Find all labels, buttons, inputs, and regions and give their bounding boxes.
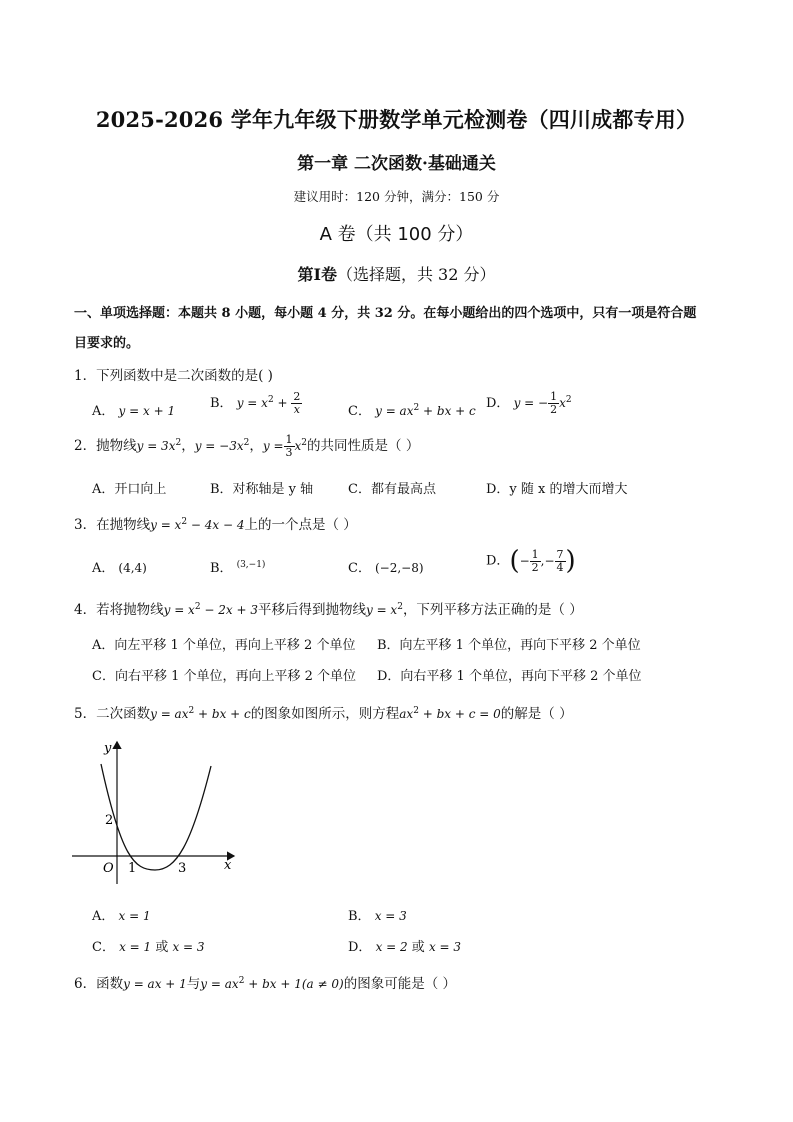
q4-option-b: B．向左平移 1 个单位，再向下平移 2 个单位	[377, 638, 641, 653]
q4-e2a: y = x	[365, 603, 398, 617]
q1-c-sup: 2	[413, 403, 420, 413]
q3-option-c	[348, 557, 424, 576]
q2-e2-sup: 2	[243, 438, 250, 448]
q6-e2a: y = ax	[200, 977, 239, 991]
q2-expr-1	[137, 439, 182, 453]
q3-c-val: (−2,−8)	[374, 561, 424, 575]
q1-a-label: A．	[92, 404, 115, 419]
q1-b-fraction	[291, 391, 302, 416]
q1-d-sup: 2	[565, 395, 572, 405]
q1-d-label: D．	[486, 396, 510, 411]
q4-e2-sup: 2	[397, 602, 403, 612]
q1-option-a	[92, 400, 175, 419]
question-6-stem	[74, 972, 456, 992]
q1-c-pre: y = ax	[375, 404, 414, 418]
q4-stem-mid: 平移后得到抛物线	[257, 602, 366, 618]
q3-b-val: (3,−1)	[236, 560, 266, 570]
q1-b-pre: y = x	[236, 396, 268, 410]
q2-stem-post: 的共同性质是（ ）	[307, 438, 420, 454]
q4-option-a: A．向左平移 1 个单位，再向上平移 2 个单位	[92, 638, 356, 653]
q1-d-pre: y = −	[513, 396, 549, 410]
q5-d-label: D．	[348, 940, 372, 955]
x-tick-3: 3	[178, 861, 187, 876]
q5-c-or: 或	[151, 940, 173, 955]
q2-e1-sup: 2	[175, 438, 182, 448]
q2-expr-2	[195, 439, 250, 453]
q1-c-label: C．	[348, 404, 371, 419]
q1-d-fraction	[548, 391, 559, 416]
q3-d-d2: 4	[556, 560, 564, 574]
q1-b-num: 2	[293, 390, 301, 403]
q3-d-lparen: (	[509, 546, 520, 576]
q3-option-b	[210, 557, 265, 576]
q1-b-label: B．	[210, 396, 233, 411]
q3-a-label: A．	[92, 561, 115, 576]
time-and-score: 建议用时：120 分钟，满分：150 分	[293, 189, 500, 204]
q3-b-label: B．	[210, 561, 233, 576]
q3-a-val: (4,4)	[118, 561, 147, 575]
q5-e2a: ax	[399, 707, 414, 721]
q6-condition: (a ≠ 0)	[301, 977, 344, 991]
q4-e1b: − 2x + 3	[200, 603, 258, 617]
q2-e3-fraction	[284, 434, 295, 459]
q4-stem-post: ，下列平移方法正确的是（ ）	[402, 602, 583, 618]
part-heading-bold: 第Ⅰ卷	[297, 265, 337, 284]
q2-option-d: D．y 随 x 的增大而增大	[486, 482, 628, 497]
q5-option-b	[348, 905, 407, 924]
q2-expr-3	[262, 433, 308, 459]
x-axis-label: x	[224, 858, 232, 873]
q1-b-sup: 2	[267, 395, 274, 405]
q2-option-a: A．开口向上	[92, 482, 167, 497]
q4-option-d: D．向右平移 1 个单位，再向下平移 2 个单位	[377, 669, 642, 684]
q6-e2-sup: 2	[238, 976, 245, 986]
q4-stem-pre: 4．若将抛物线	[74, 602, 164, 618]
q2-e3-pre: y =	[262, 439, 284, 453]
q3-c-label: C．	[348, 561, 371, 576]
q5-e2-sup: 2	[413, 706, 419, 716]
q2-e3-x: x	[294, 439, 302, 453]
x-tick-1: 1	[128, 861, 137, 876]
question-3-stem	[74, 513, 357, 533]
q5-stem-mid: 的图象如图所示，则方程	[250, 706, 400, 722]
q3-d-frac-1	[530, 549, 541, 574]
q5-c-v1: x = 1	[119, 940, 152, 954]
page-title: 2025-2026 学年九年级下册数学单元检测卷（四川成都专用）	[95, 107, 698, 132]
q6-stem-post: 的图象可能是（ ）	[343, 976, 457, 992]
q5-option-d	[348, 936, 461, 955]
q2-stem-pre: 2．抛物线	[74, 438, 137, 454]
volume-heading: A 卷（共 100 分）	[319, 224, 474, 245]
y-axis-label: y	[104, 741, 112, 756]
q1-b-expr	[236, 390, 303, 416]
q5-option-a	[92, 905, 151, 924]
q3-d-n1: 1	[531, 547, 539, 561]
q5-b-label: B．	[348, 909, 371, 924]
q2-e1: y = 3x	[136, 439, 176, 453]
q5-stem-post: 的解是（ ）	[500, 706, 573, 722]
question-1-stem: 1．下列函数中是二次函数的是( )	[74, 368, 273, 384]
parabola-graph	[66, 736, 242, 888]
q5-a-label: A．	[92, 909, 115, 924]
q3-expr-sup: 2	[181, 517, 188, 527]
q1-d-num: 1	[550, 390, 558, 403]
q3-stem-pre: 3．在抛物线	[74, 517, 151, 533]
q3-expr-a: y = x	[150, 518, 182, 532]
q3-d-comma: ,−	[540, 554, 555, 568]
part-heading	[0, 262, 793, 285]
q5-d-v1: x = 2	[375, 940, 408, 954]
q5-expr-1	[150, 707, 251, 721]
q3-d-rparen: )	[565, 546, 576, 576]
q6-stem-mid: 与	[186, 976, 201, 992]
q1-b-den: x	[293, 403, 300, 416]
q6-expr-1: y = ax + 1	[123, 977, 187, 991]
q4-expr-2	[366, 603, 403, 617]
q3-d-n2: 7	[556, 547, 564, 561]
q1-d-den: 2	[550, 403, 558, 416]
q3-d-frac-2	[555, 549, 566, 574]
q3-d-d1: 2	[531, 560, 539, 574]
section-instruction-line2: 目要求的。	[74, 336, 140, 351]
q5-stem-pre: 5．二次函数	[74, 706, 151, 722]
q5-expr-2	[399, 707, 501, 721]
q1-option-c	[348, 400, 476, 419]
q1-option-d	[486, 391, 572, 416]
q3-stem-post: 上的一个点是（ ）	[244, 517, 357, 533]
q6-e2b: + bx + 1	[244, 977, 302, 991]
q5-a-val: x = 1	[118, 909, 151, 923]
q4-option-c: C．向右平移 1 个单位，再向上平移 2 个单位	[92, 669, 357, 684]
q2-option-c: C．都有最高点	[348, 482, 436, 497]
q5-option-c	[92, 936, 205, 955]
q2-e3-num: 1	[285, 433, 293, 446]
q3-option-d	[486, 546, 576, 576]
q3-d-label: D．	[486, 553, 510, 569]
q2-option-b: B．对称轴是 y 轴	[210, 482, 314, 497]
q5-c-label: C．	[92, 940, 115, 955]
q5-c-v2: x = 3	[172, 940, 205, 954]
section-instruction-line1: 一、单项选择题：本题共 8 小题，每小题 4 分，共 32 分。在每小题给出的四个选项中，只有一项是符合题	[74, 306, 697, 321]
q1-d-expr	[513, 390, 572, 416]
q5-e1-sup: 2	[188, 706, 195, 716]
q6-expr-2	[200, 977, 302, 991]
q1-b-plus: +	[273, 396, 292, 410]
question-5-stem	[74, 702, 573, 722]
q3-option-a	[92, 557, 147, 576]
q2-e2: y = −3x	[194, 439, 244, 453]
q4-expr-1	[164, 603, 258, 617]
question-2-stem	[74, 434, 419, 459]
q5-d-or: 或	[407, 940, 429, 955]
q1-c-post: + bx + c	[419, 404, 476, 418]
q2-sep-1: ，	[181, 438, 195, 454]
q1-d-x: x	[559, 396, 566, 410]
q3-expr	[150, 518, 244, 532]
q1-option-b	[210, 391, 302, 416]
q3-expr-b: − 4x − 4	[187, 518, 245, 532]
q4-e1a: y = x	[163, 603, 195, 617]
q5-d-v2: x = 3	[428, 940, 462, 954]
y-tick-2: 2	[105, 813, 114, 828]
q3-d-neg: −	[519, 554, 530, 568]
chapter-title: 第一章 二次函数·基础通关	[297, 154, 496, 174]
q2-e3-sup: 2	[301, 438, 308, 448]
q6-stem-pre: 6．函数	[74, 976, 124, 992]
q5-e1a: y = ax	[150, 707, 189, 721]
q5-e1b: + bx + c	[194, 707, 251, 721]
origin-label: O	[103, 861, 114, 876]
q5-b-val: x = 3	[374, 909, 407, 923]
q2-e3-den: 3	[285, 446, 293, 459]
question-4-stem	[74, 598, 583, 618]
q2-sep-2: ，	[249, 438, 263, 454]
part-heading-rest: （选择题，共 32 分）	[336, 265, 496, 284]
q4-e1-sup: 2	[194, 602, 201, 612]
q1-a-expr: y = x + 1	[118, 404, 176, 418]
q1-c-expr	[375, 404, 476, 418]
q5-e2b: + bx + c = 0	[418, 707, 501, 721]
